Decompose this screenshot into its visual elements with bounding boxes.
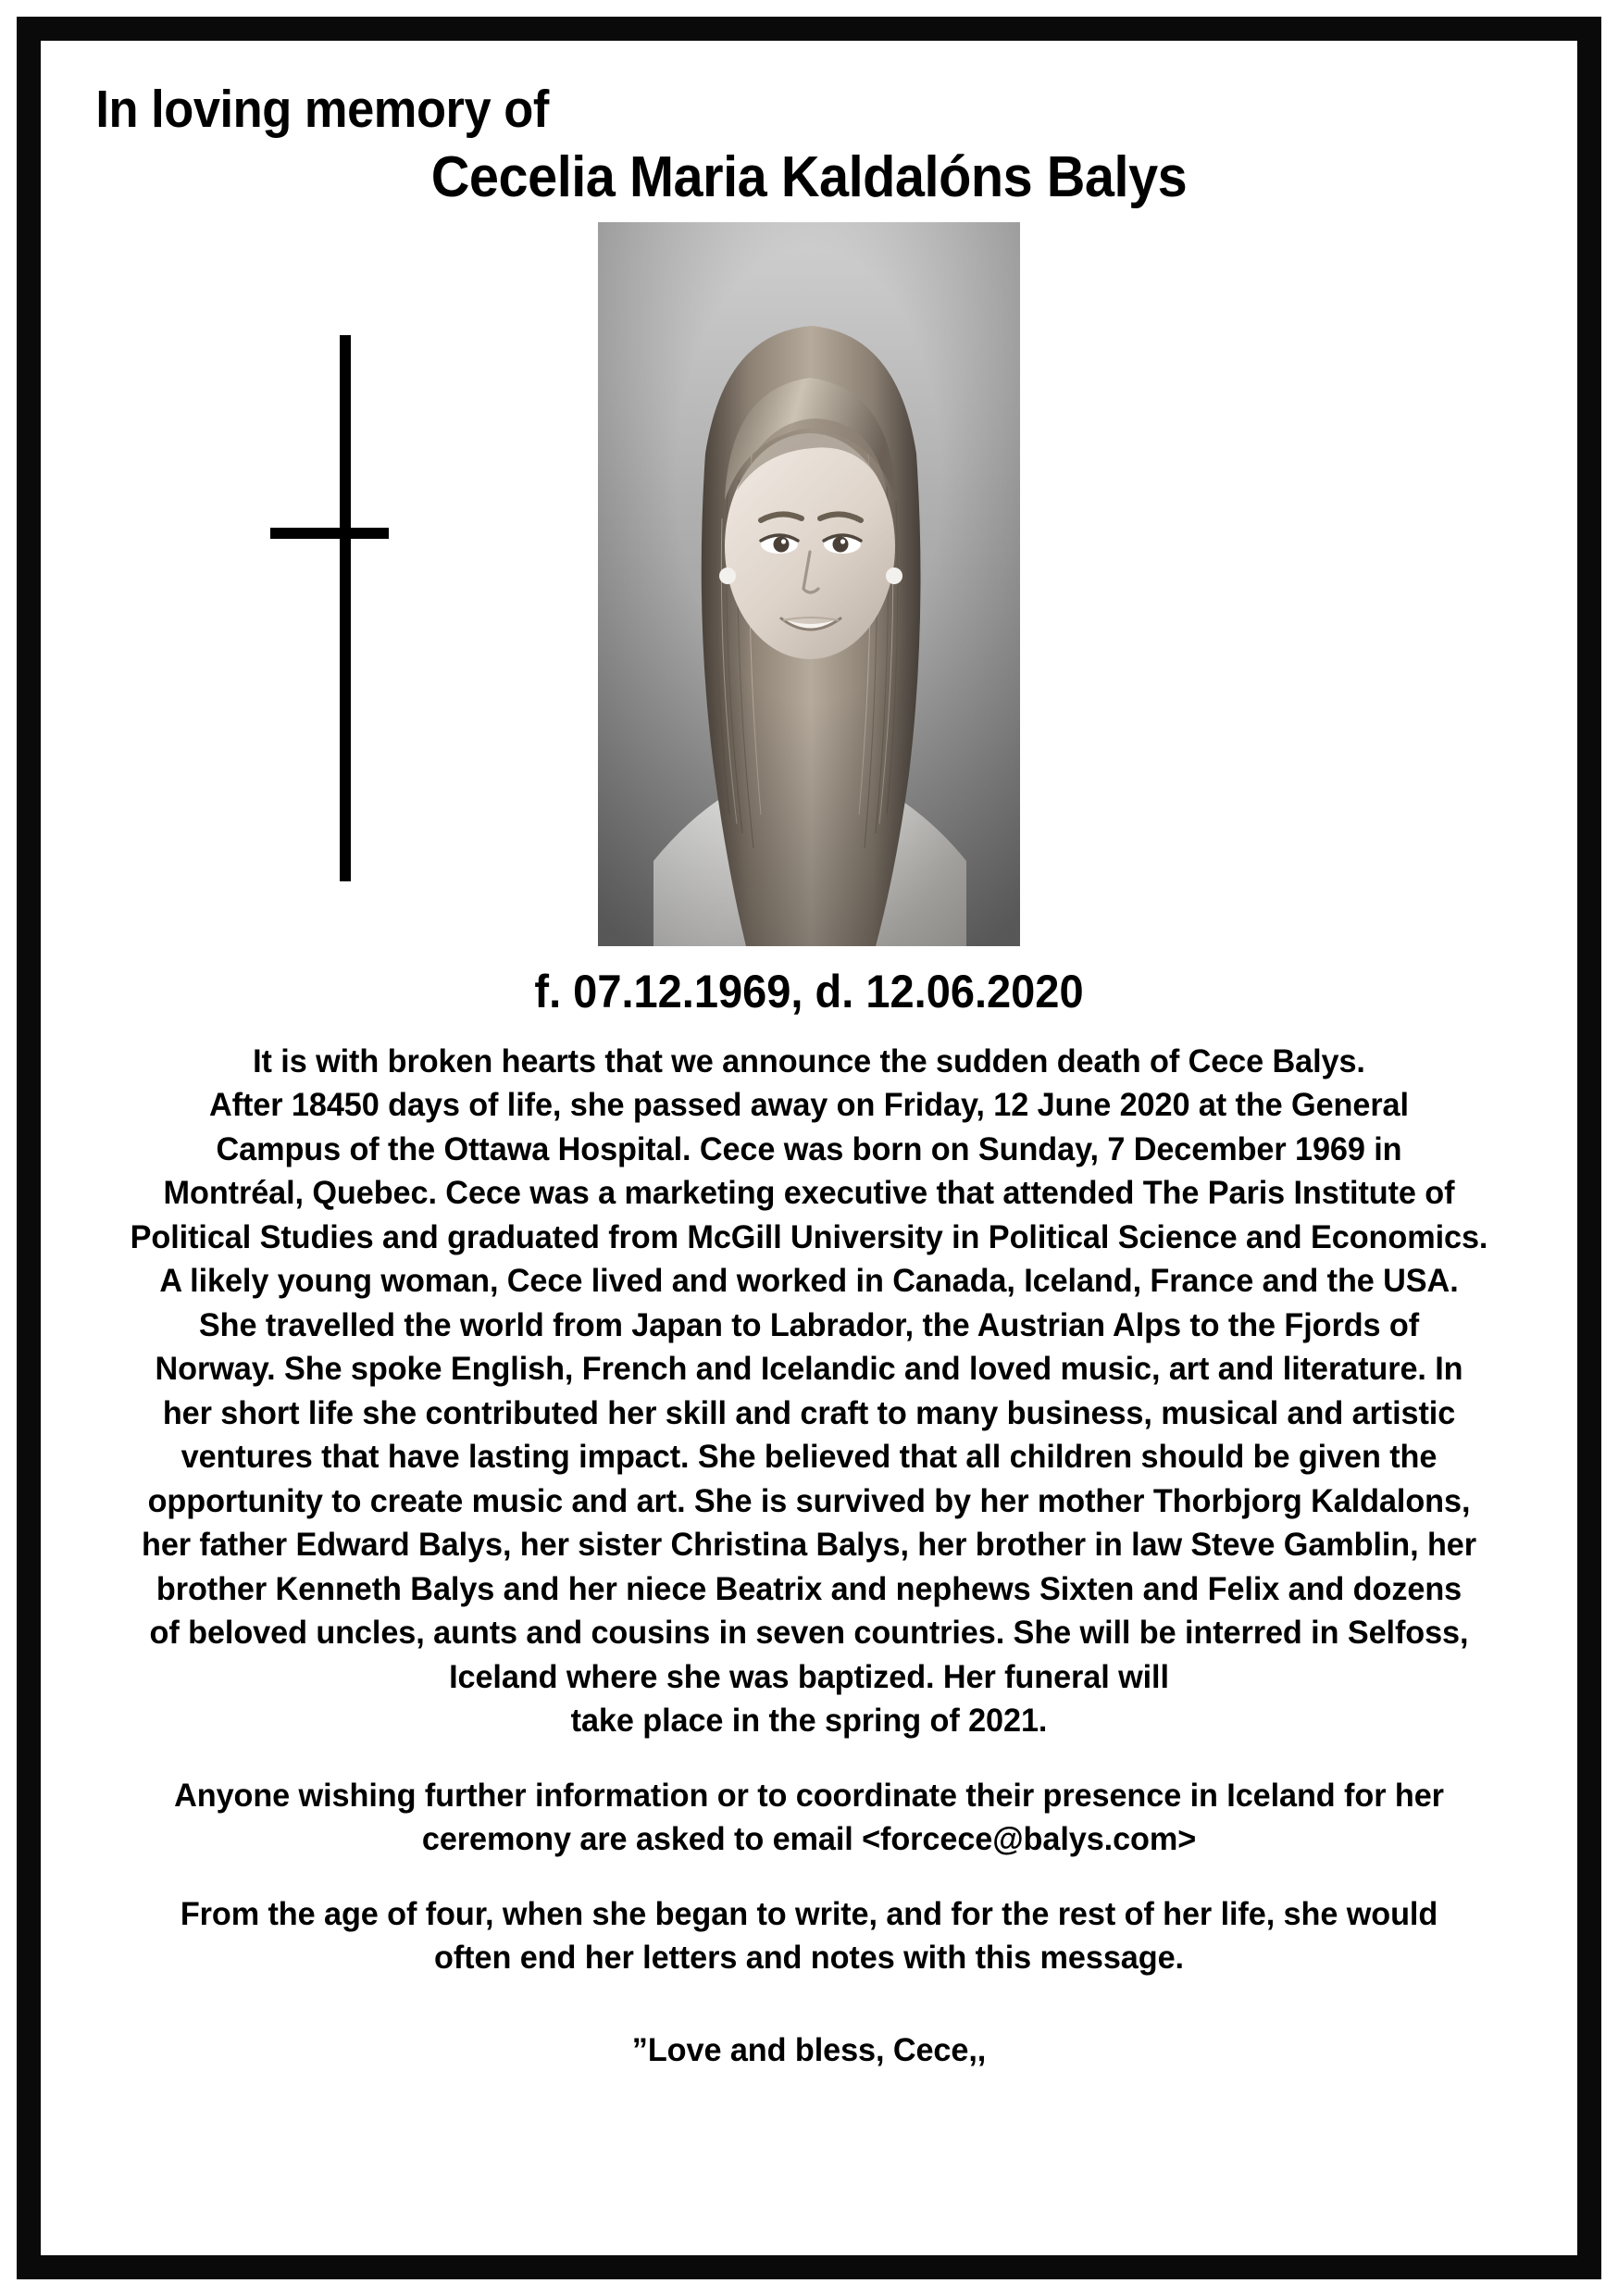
text-line: Anyone wishing further information or to coordinate their presence in Iceland for her — [174, 1776, 1444, 1814]
heading-prefix: In loving memory of — [95, 80, 549, 139]
cross-horizontal-bar — [270, 528, 389, 539]
portrait-and-cross-row — [89, 222, 1529, 954]
text-line: her short life she contributed her skill and craft to many business, musical and artistic — [162, 1393, 1456, 1431]
cross-vertical-bar — [340, 335, 351, 881]
text-line: take place in the spring of 2021. — [570, 1702, 1048, 1740]
cross-icon — [270, 335, 381, 881]
birth-death-dates: f. 07.12.1969, d. 12.06.2020 — [534, 965, 1084, 1017]
text-line: Iceland where she was baptized. Her funeral will — [449, 1657, 1169, 1695]
card-content — [89, 80, 1529, 2213]
note-paragraph — [114, 1892, 1504, 1980]
deceased-full-name: Cecelia Maria Kaldalóns Balys — [430, 145, 1188, 209]
text-line: After 18450 days of life, she passed away on Friday, 12 June 2020 at the General — [209, 1086, 1409, 1124]
card-border-frame — [17, 17, 1601, 2279]
text-line: her father Edward Balys, her sister Christina Balys, her brother in law Steve Gamblin, her — [141, 1526, 1477, 1564]
text-line: often end her letters and notes with this message. — [434, 1939, 1184, 1977]
text-line: From the age of four, when she began to write, and for the rest of her life, she would — [180, 1894, 1438, 1932]
portrait-photograph — [598, 222, 1020, 946]
text-line: ventures that have lasting impact. She believed that all children should be given the — [180, 1438, 1438, 1476]
text-line: of beloved uncles, aunts and cousins in seven countries. She will be interred in Selfoss, — [149, 1614, 1469, 1652]
text-line: She travelled the world from Japan to Labrador, the Austrian Alps to the Fjords of — [198, 1305, 1420, 1343]
card-header — [89, 80, 1529, 209]
text-line: A likely young woman, Cece lived and worked in Canada, Iceland, France and the USA. — [159, 1262, 1459, 1300]
text-line: ceremony are asked to email <forcece@balys.com> — [421, 1820, 1197, 1858]
text-line: brother Kenneth Balys and her niece Beatrix and nephews Sixten and Felix and dozens — [156, 1569, 1462, 1607]
text-line: Norway. She spoke English, French and Icelandic and loved music, art and literature. In — [155, 1350, 1463, 1388]
contact-paragraph — [114, 1774, 1504, 1862]
text-line: opportunity to create music and art. She is survived by her mother Thorbjorg Kaldalons, — [147, 1481, 1471, 1519]
text-line: It is with broken hearts that we announce the sudden death of Cece Balys. — [253, 1042, 1365, 1079]
text-line: Montréal, Quebec. Cece was a marketing executive that attended The Paris Institute of — [163, 1174, 1455, 1212]
closing-message: ”Love and bless, Cece,, — [631, 2030, 987, 2068]
text-line: Campus of the Ottawa Hospital. Cece was born on Sunday, 7 December 1969 in — [216, 1129, 1402, 1167]
obituary-body — [89, 1040, 1529, 2073]
obituary-main-paragraph — [114, 1040, 1504, 1743]
text-line: Political Studies and graduated from McGill University in Political Science and Economics. — [130, 1217, 1488, 1255]
